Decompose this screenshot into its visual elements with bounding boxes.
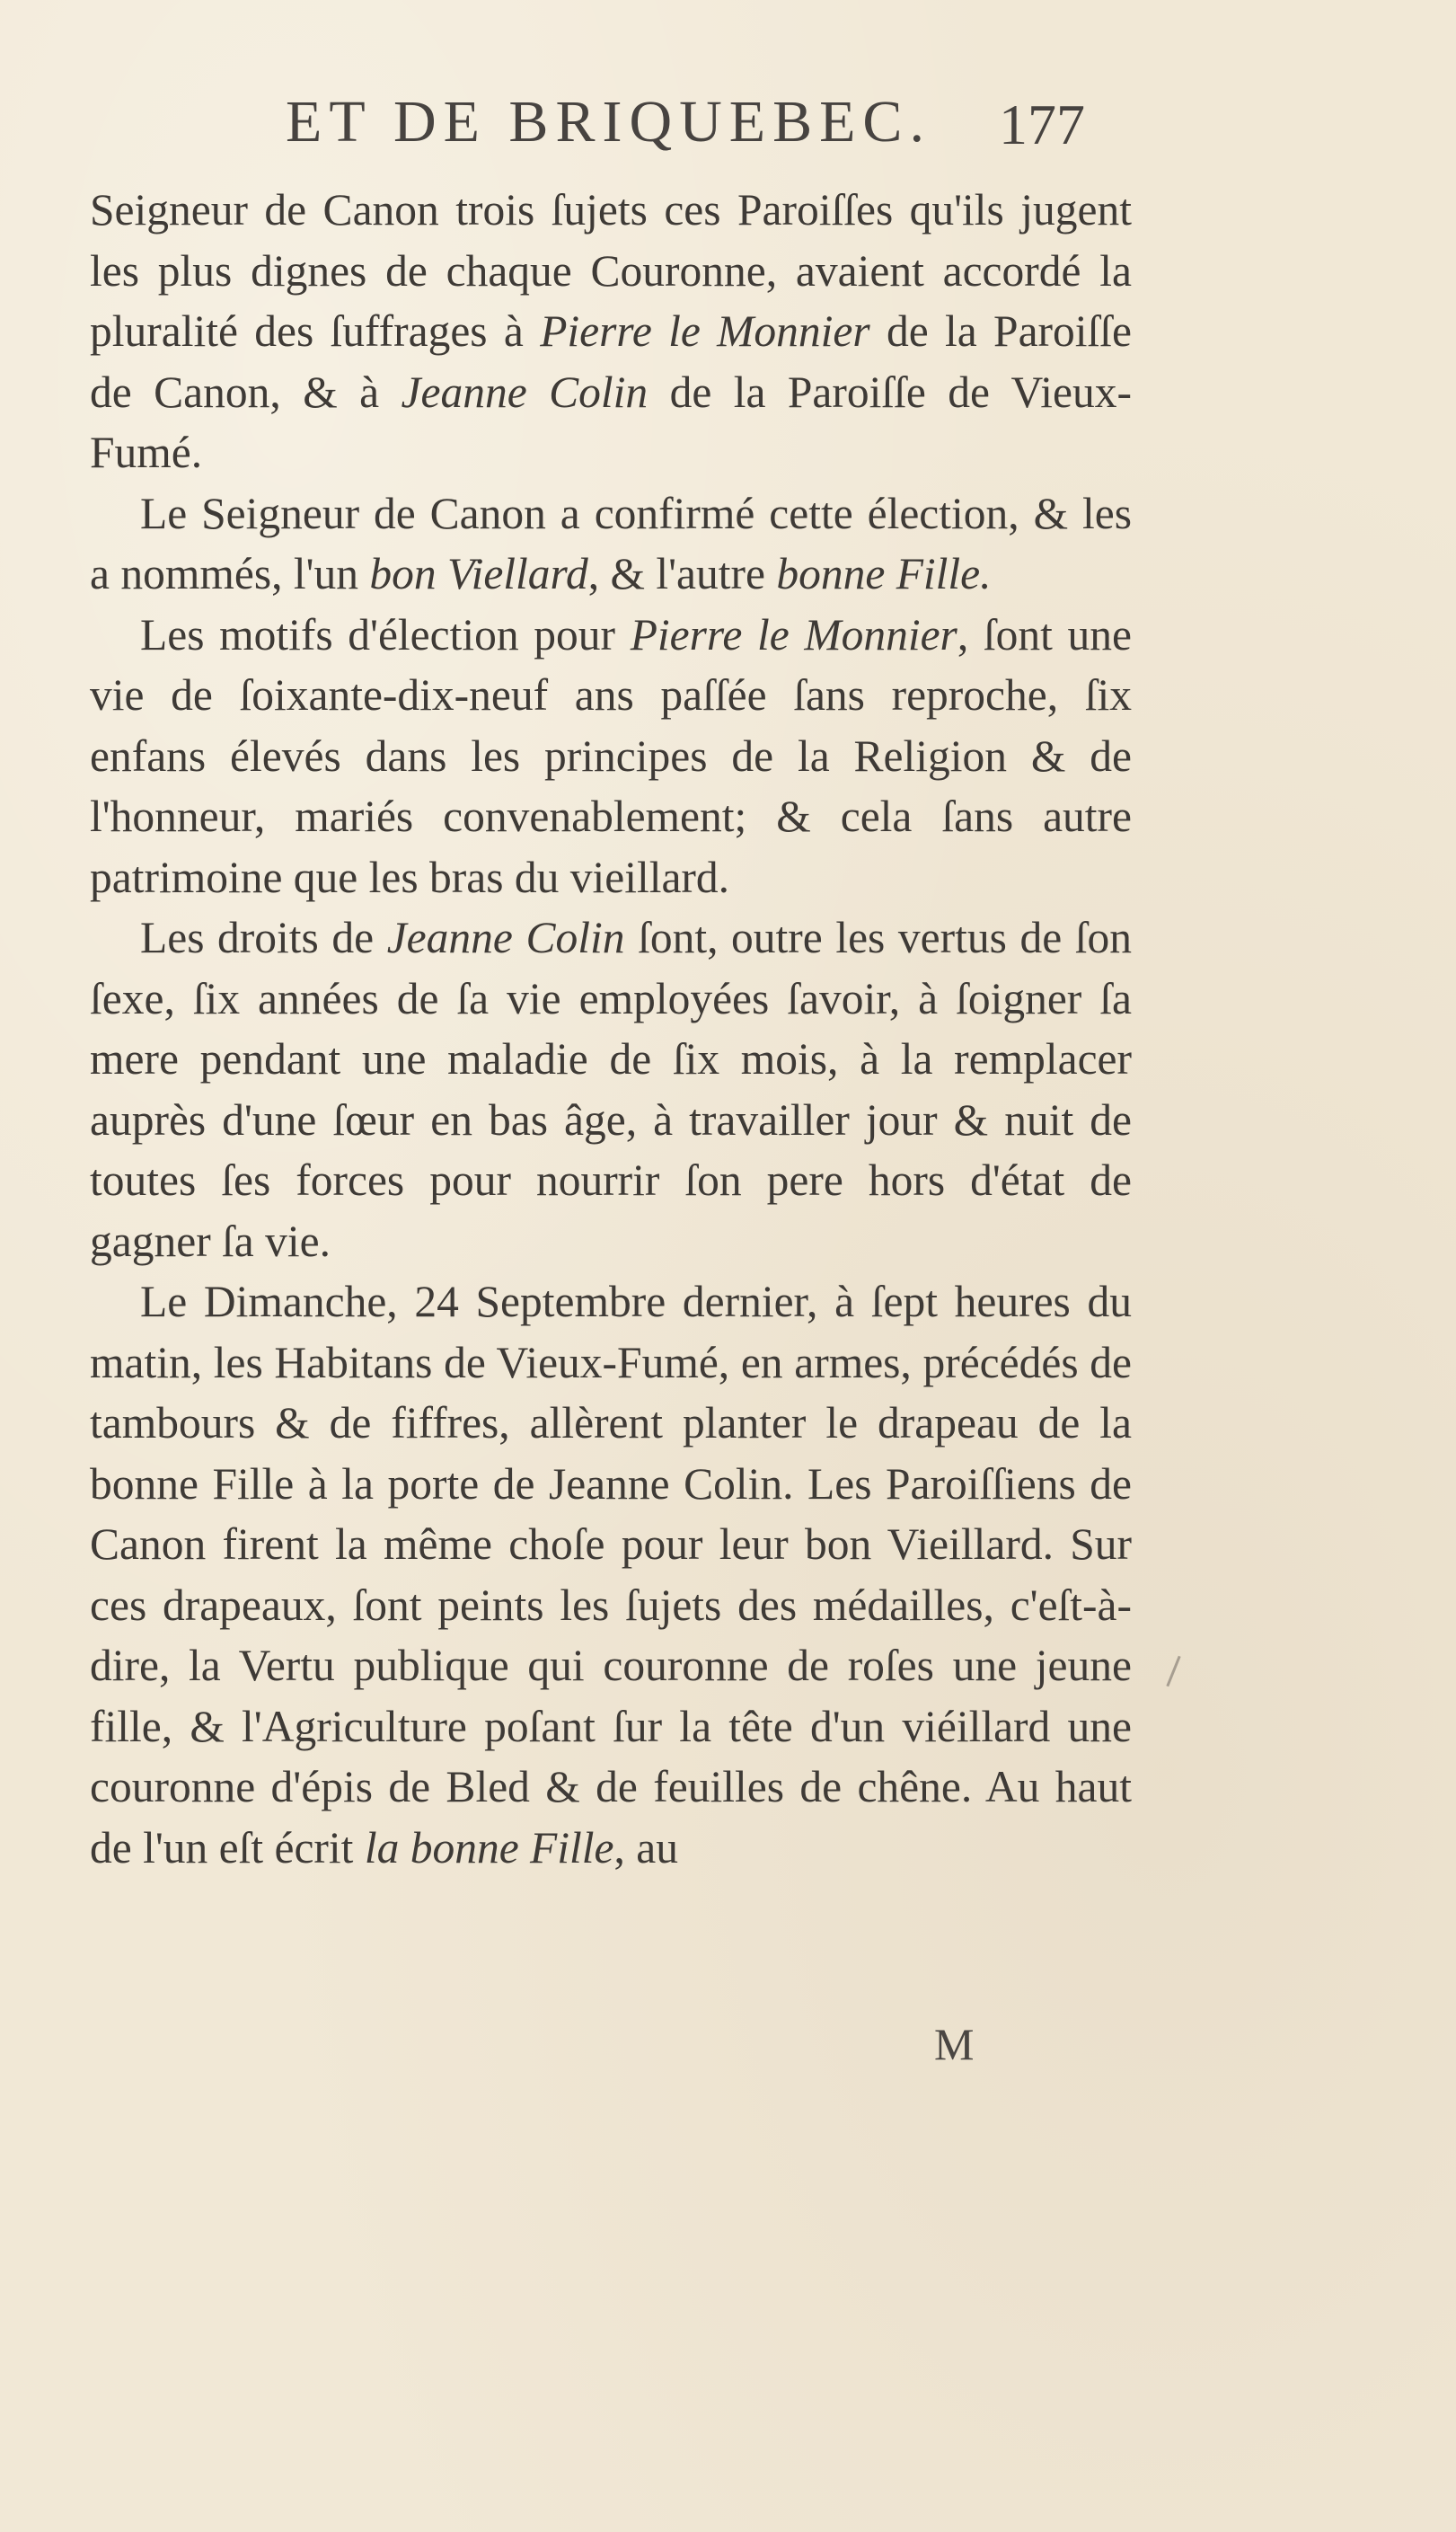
text-segment: Seigneur de Canon trois ſujets ces Paroiſſes qu'ils jugent les plus dignes de chaque Couronne, avaient accordé la pluralité des ſuffrages à bbox=[90, 185, 1132, 356]
italic-segment: Pierre le Monnier bbox=[630, 609, 957, 660]
body-text bbox=[90, 180, 1132, 1878]
text-segment: , au bbox=[613, 1822, 678, 1872]
paragraph bbox=[90, 1271, 1132, 1878]
running-title: ET DE BRIQUEBEC. bbox=[286, 89, 931, 155]
italic-segment: Jeanne Colin bbox=[401, 367, 649, 417]
text-segment: de la Paroiſſe de Canon, & à bbox=[90, 306, 1132, 417]
italic-segment: bon Viellard bbox=[369, 549, 588, 598]
italic-segment: la bonne Fille bbox=[364, 1822, 614, 1872]
text-segment: de la Paroiſſe de Vieux-Fumé. bbox=[90, 367, 1133, 477]
paragraph bbox=[90, 605, 1132, 908]
paragraph bbox=[90, 483, 1132, 605]
text-segment: ſont, outre les vertus de ſon ſexe, ſix années de ſa vie employées ſavoir, à ſoigner ſa mere pendant une maladie de ſix mois, à la remplacer auprès d'une ſœur en bas âge, à travailler jour & nuit de toutes ſes forces pour nourrir ſon pere hors d'état de gagner ſa vie. bbox=[90, 913, 1132, 1266]
text-segment: Le Seigneur de Canon a confirmé cette élection, & les a nommés, l'un bbox=[90, 488, 1132, 598]
italic-segment: bonne Fille. bbox=[776, 549, 992, 598]
signature-mark: M bbox=[934, 2019, 975, 2069]
running-head bbox=[0, 88, 1456, 160]
text-segment: Les droits de bbox=[140, 913, 387, 962]
text-segment: Les motifs d'élection pour bbox=[140, 609, 631, 660]
paragraph bbox=[90, 180, 1132, 483]
italic-segment: Pierre le Monnier bbox=[540, 306, 870, 356]
text-segment: Le Dimanche, 24 Septembre dernier, à ſept heures du matin, les Habitans de Vieux-Fumé, en armes, précédés de tambours & de fiffres, allèrent planter le drapeau de la bonne Fille à la porte de Jeanne Colin. Les Paroiſſiens de Canon firent la même choſe pour leur bon Vieillard. Sur ces drapeaux, ſont peints les ſujets des médailles, c'eſt-à-dire, la Vertu publique qui couronne de roſes une jeune fille, & l'Agriculture poſant ſur la tête d'un viéillard une couronne d'épis de Bled & de feuilles de chêne. Au haut de l'un eſt écrit bbox=[90, 1277, 1132, 1872]
text-segment: , ſont une vie de ſoixante-dix-neuf ans paſſée ſans reproche, ſix enfans élevés dans les principes de la Religion & de l'honneur, mariés convenablement; & cela ſans autre patrimoine que les bras du vieillard. bbox=[90, 609, 1132, 902]
page-number: 177 bbox=[999, 93, 1085, 156]
text-segment: , & l'autre bbox=[587, 549, 777, 598]
italic-segment: Jeanne Colin bbox=[386, 913, 625, 962]
stray-ink-mark bbox=[1166, 1656, 1180, 1687]
paragraph bbox=[90, 907, 1132, 1271]
